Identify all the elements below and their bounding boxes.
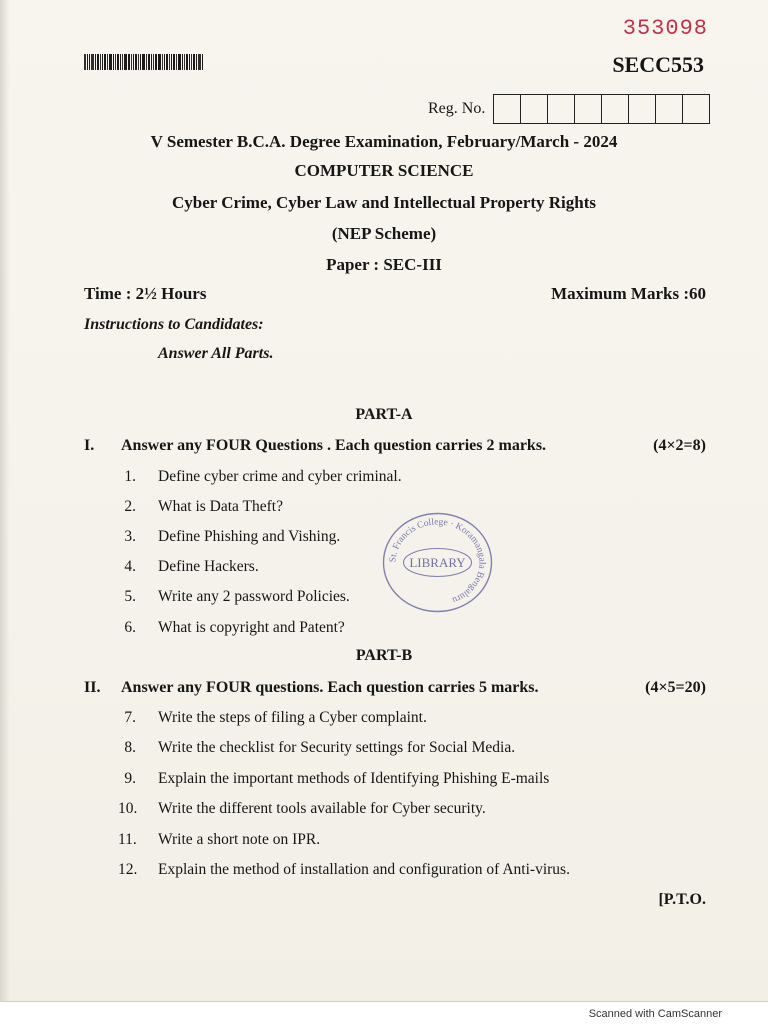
question-number: 1.: [124, 468, 136, 485]
barcode-bar: [191, 54, 192, 70]
question-text: Write any 2 password Policies.: [158, 588, 350, 605]
question-text: Explain the important methods of Identifying Phishing E-mails: [158, 770, 550, 787]
question-text: What is Data Theft?: [158, 498, 283, 515]
pto-label: [P.T.O.: [658, 891, 706, 908]
part-b-marks: (4×5=20): [645, 679, 706, 696]
barcode-bar: [189, 54, 190, 70]
barcode-bar: [193, 54, 195, 70]
barcode-bar: [128, 54, 130, 70]
barcode-bar: [102, 54, 103, 70]
barcode-bar: [182, 54, 183, 70]
reg-no-box: [521, 95, 548, 123]
barcode-bar: [146, 54, 147, 70]
barcode-bar: [113, 54, 114, 70]
barcode-bar: [166, 54, 168, 70]
part-b-heading: PART-B: [355, 647, 413, 664]
reg-no-label: Reg. No.: [428, 100, 486, 117]
reg-no-box: [548, 95, 575, 123]
instruction-text: Answer All Parts.: [158, 345, 274, 362]
barcode-bar: [162, 54, 163, 70]
barcode-bar: [186, 54, 188, 70]
barcode-bar: [84, 54, 86, 70]
barcode-bar: [115, 54, 116, 70]
barcode: [84, 54, 206, 70]
barcode-bar: [171, 54, 172, 70]
barcode-bar: [153, 54, 154, 70]
question-number: 3.: [124, 528, 136, 545]
barcode-bar: [151, 54, 152, 70]
part-b-roman: II.: [84, 679, 101, 696]
question-text: Define Hackers.: [158, 558, 259, 575]
barcode-bar: [95, 54, 96, 70]
barcode-bar: [135, 54, 137, 70]
barcode-bar: [202, 54, 203, 70]
barcode-bar: [158, 54, 161, 70]
barcode-bar: [173, 54, 175, 70]
barcode-bar: [91, 54, 94, 70]
barcode-bar: [133, 54, 134, 70]
part-a-marks: (4×2=8): [653, 437, 706, 454]
question-number: 6.: [124, 619, 136, 636]
barcode-bar: [138, 54, 139, 70]
barcode-bar: [196, 54, 197, 70]
stamp-ring-text: St. Francis College · Koramangala Bengaluru: [388, 517, 487, 605]
question-text: Write the checklist for Security settings for Social Media.: [158, 739, 516, 756]
barcode-bar: [176, 54, 177, 70]
question-text: Explain the method of installation and configuration of Anti-virus.: [158, 861, 570, 878]
exam-title: V Semester B.C.A. Degree Examination, February/March - 2024: [150, 132, 618, 151]
question-text: Write a short note on IPR.: [158, 831, 321, 848]
reg-no-box: [683, 95, 709, 123]
part-a-roman: I.: [84, 437, 95, 454]
barcode-bar: [122, 54, 123, 70]
question-number: 10.: [118, 800, 138, 817]
barcode-bar: [131, 54, 132, 70]
barcode-bar: [198, 54, 201, 70]
question-number: 5.: [124, 588, 136, 605]
barcode-bar: [184, 54, 185, 70]
barcode-bar: [178, 54, 181, 70]
question-text: Write the different tools available for Cyber security.: [158, 800, 486, 817]
barcode-bar: [155, 54, 157, 70]
barcode-bar: [164, 54, 165, 70]
question-text: Define cyber crime and cyber criminal.: [158, 468, 402, 485]
barcode-bar: [87, 54, 88, 70]
paper-code: SECC553: [612, 52, 704, 77]
scanner-watermark: Scanned with CamScanner: [588, 1008, 722, 1020]
reg-no-field: [428, 94, 710, 124]
question-text: Define Phishing and Vishing.: [158, 528, 341, 545]
barcode-bar: [120, 54, 121, 70]
reg-no-box: [494, 95, 521, 123]
barcode-bar: [169, 54, 170, 70]
library-stamp: [380, 510, 495, 615]
barcode-bar: [148, 54, 150, 70]
barcode-bar: [142, 54, 145, 70]
reg-no-box: [602, 95, 629, 123]
question-number: 9.: [124, 770, 136, 787]
barcode-bar: [109, 54, 112, 70]
barcode-bar: [104, 54, 106, 70]
scheme-label: (NEP Scheme): [331, 224, 437, 243]
maximum-marks: Maximum Marks :60: [551, 284, 706, 303]
question-number: 7.: [124, 709, 136, 726]
course-title: Cyber Crime, Cyber Law and Intellectual Property Rights: [171, 193, 597, 212]
barcode-bar: [124, 54, 127, 70]
question-number: 12.: [118, 861, 138, 878]
question-number: 4.: [124, 558, 136, 575]
question-text: What is copyright and Patent?: [158, 619, 345, 636]
barcode-bar: [117, 54, 119, 70]
barcode-bar: [100, 54, 101, 70]
question-number: 8.: [124, 739, 136, 756]
question-number: 2.: [124, 498, 136, 515]
question-text: Write the steps of filing a Cyber complaint.: [158, 709, 427, 726]
time-allowed: Time : 2½ Hours: [84, 284, 207, 303]
part-a-heading: PART-A: [355, 406, 413, 423]
barcode-bar: [89, 54, 90, 70]
reg-no-box: [629, 95, 656, 123]
instructions-heading: Instructions to Candidates:: [84, 316, 264, 333]
barcode-bar: [140, 54, 141, 70]
paper-label: Paper : SEC-III: [326, 255, 442, 274]
question-number: 11.: [118, 831, 137, 848]
serial-number: 353098: [622, 16, 708, 41]
barcode-bar: [97, 54, 99, 70]
reg-no-box: [656, 95, 683, 123]
subject-title: COMPUTER SCIENCE: [294, 161, 474, 180]
reg-no-box: [575, 95, 602, 123]
part-a-instruction: Answer any FOUR Questions . Each question carries 2 marks.: [121, 437, 547, 454]
reg-no-boxes: [493, 94, 710, 124]
part-b-instruction: Answer any FOUR questions. Each question carries 5 marks.: [121, 679, 539, 696]
stamp-center-text: LIBRARY: [409, 555, 466, 570]
barcode-bar: [107, 54, 108, 70]
